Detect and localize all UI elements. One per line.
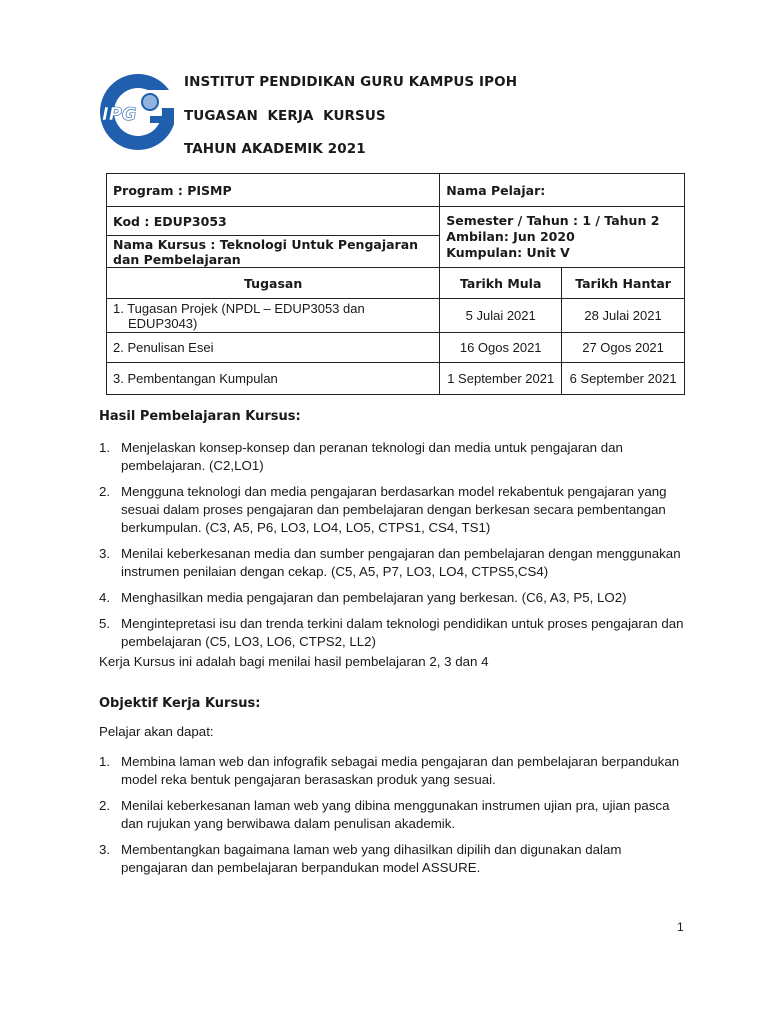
academic-year: TAHUN AKADEMIK 2021 (184, 141, 366, 157)
item-text: Menghasilkan media pengajaran dan pembelajaran yang berkesan. (C6, A3, P5, LO2) (121, 590, 627, 605)
task-cell: 2. Penulisan Esei (107, 333, 440, 363)
student-name-cell: Nama Pelajar: (440, 174, 685, 207)
learning-outcomes-list (99, 439, 689, 659)
item-number: 3. (99, 842, 111, 857)
submit-date-cell: 27 Ogos 2021 (562, 333, 685, 363)
list-item (99, 483, 689, 537)
assessment-note: Kerja Kursus ini adalah bagi menilai hasil pembelajaran 2, 3 dan 4 (99, 654, 489, 669)
document-type: TUGASAN KERJA KURSUS (184, 108, 386, 124)
col-header-task: Tugasan (107, 268, 440, 299)
col-header-start: Tarikh Mula (440, 268, 562, 299)
objectives-intro: Pelajar akan dapat: (99, 724, 214, 739)
start-date-cell: 5 Julai 2021 (440, 299, 562, 333)
list-item (99, 841, 689, 877)
item-number: 1. (99, 754, 111, 769)
item-number: 5. (99, 616, 111, 631)
course-info-table (106, 173, 685, 395)
item-text: Mengguna teknologi dan media pengajaran berdasarkan model rekabentuk pengajaran yang sesuai dalam proses pengajaran dan pembelajaran dengan berkesan secara pembentangan berkumpulan. (C3, A5, P6, LO3, LO4, LO5, CTPS1, CS4, TS1) (121, 484, 667, 535)
task-cell (107, 299, 440, 333)
item-text: Menjelaskan konsep-konsep dan peranan teknologi dan media untuk pengajaran dan pembelajaran. (C2,LO1) (121, 440, 623, 473)
item-number: 1. (99, 440, 111, 455)
course-code-cell: Kod : EDUP3053 (107, 207, 440, 236)
list-item (99, 615, 689, 651)
learning-outcomes-title: Hasil Pembelajaran Kursus: (99, 409, 301, 424)
item-text: Menilai keberkesanan laman web yang dibina menggunakan instrumen ujian pra, ujian pasca dan rujukan yang berwibawa dalam penulisan akademik. (121, 798, 670, 831)
item-text: Membentangkan bagaimana laman web yang dihasilkan dipilih dan digunakan dalam pengajaran dan pembelajaran berpandukan model ASSURE. (121, 842, 622, 875)
table-row (107, 333, 685, 363)
semester-text: Semester / Tahun : 1 / Tahun 2 (446, 213, 660, 228)
institution-title: INSTITUT PENDIDIKAN GURU KAMPUS IPOH (184, 74, 518, 90)
item-number: 2. (99, 798, 111, 813)
item-text: Menilai keberkesanan media dan sumber pengajaran dan pembelajaran dengan menggunakan instrumen penilaian dengan cekap. (C5, A5, P7, LO3, LO4, CTPS5,CS4) (121, 546, 681, 579)
table-row (107, 207, 685, 236)
group-text: Kumpulan: Unit V (446, 245, 570, 260)
objectives-list (99, 753, 689, 885)
program-cell: Program : PISMP (107, 174, 440, 207)
task-text-cont: EDUP3043) (128, 315, 198, 331)
task-cell: 3. Pembentangan Kumpulan (107, 363, 440, 395)
table-row (107, 299, 685, 333)
ipg-logo (98, 66, 174, 158)
start-date-cell: 16 Ogos 2021 (440, 333, 562, 363)
start-date-cell: 1 September 2021 (440, 363, 562, 395)
table-row (107, 363, 685, 395)
list-item (99, 545, 689, 581)
submit-date-cell: 28 Julai 2021 (562, 299, 685, 333)
page-number: 1 (677, 920, 684, 934)
table-header-row (107, 268, 685, 299)
list-item (99, 439, 689, 475)
intake-text: Ambilan: Jun 2020 (446, 229, 575, 244)
item-number: 3. (99, 546, 111, 561)
list-item (99, 753, 689, 789)
course-name-cell: Nama Kursus : Teknologi Untuk Pengajaran dan Pembelajaran (107, 236, 440, 268)
item-text: Membina laman web dan infografik sebagai media pengajaran dan pembelajaran berpandukan model reka bentuk pengajaran berasaskan produk yang sesuai. (121, 754, 680, 787)
semester-cell (440, 207, 685, 268)
logo-text: IPG (102, 104, 137, 125)
submit-date-cell: 6 September 2021 (562, 363, 685, 395)
list-item (99, 797, 689, 833)
col-header-submit: Tarikh Hantar (562, 268, 685, 299)
item-text: Mengintepretasi isu dan trenda terkini dalam teknologi pendidikan untuk proses pengajaran dan pembelajaran (C5, LO3, LO6, CTPS2, LL2) (121, 616, 684, 649)
list-item (99, 589, 689, 607)
objectives-title: Objektif Kerja Kursus: (99, 696, 261, 711)
item-number: 4. (99, 590, 111, 605)
item-number: 2. (99, 484, 111, 499)
table-row (107, 174, 685, 207)
task-text: 1. Tugasan Projek (NPDL – EDUP3053 dan (113, 300, 365, 316)
